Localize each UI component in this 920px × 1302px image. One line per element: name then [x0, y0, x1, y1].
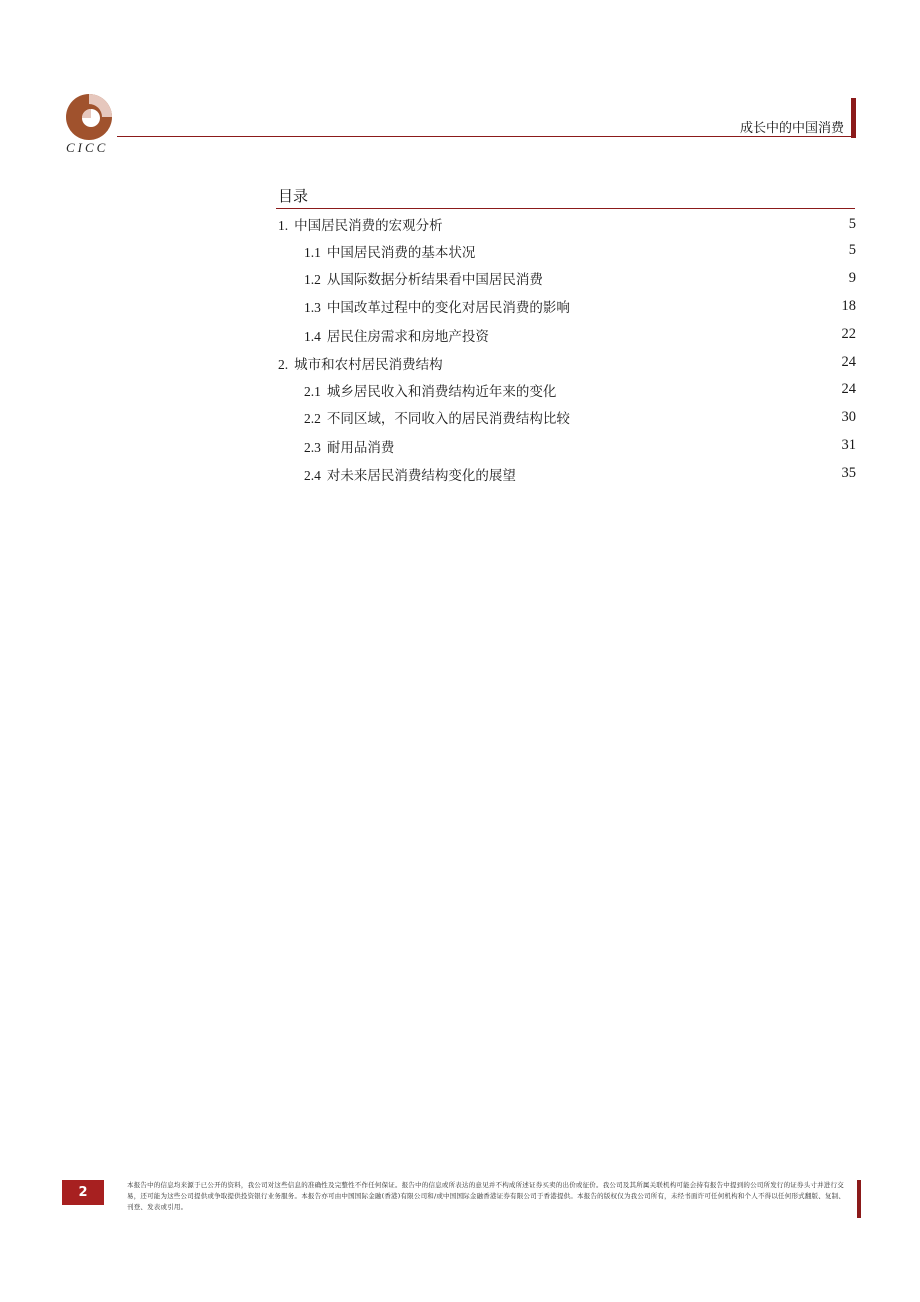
toc-entry-number: 2.2	[304, 411, 321, 426]
toc-entry-label: 中国居民消费的宏观分析	[294, 218, 443, 234]
toc-entry-label: 中国改革过程中的变化对居民消费的影响	[326, 300, 570, 316]
toc-entry[interactable]	[276, 292, 856, 320]
toc-entry-number: 1.1	[304, 244, 321, 260]
toc-entry-page: 24	[841, 354, 856, 370]
toc-entry[interactable]	[276, 211, 856, 237]
toc-entry-number: 1.3	[304, 300, 321, 315]
disclaimer-text: 本报告中的信息均来源于已公开的资料，我公司对这些信息的准确性及完整性不作任何保证。报告中的信息或所表达的意见并不构成所述证券买卖的出价或征价。我公司及其所属关联机构可能会持有报告中提到的公司所发行的证券头寸并进行交易，还可能为这些公司提供或争取提供投资银行业务服务。本报告亦可由中国国际金融(香港)有限公司和/或中国国际金融香港证券有限公司于香港提供。本报告的版权仅为我公司所有，未经书面许可任何机构和个人不得以任何形式翻版、复制、刊登、发表或引用。	[127, 1181, 846, 1211]
toc-entry-page: 5	[848, 215, 856, 232]
toc-entry-page: 22	[841, 326, 856, 342]
toc-entry[interactable]	[276, 237, 856, 264]
toc-entry-label: 从国际数据分析结果看中国居民消费	[326, 272, 543, 288]
toc-entry[interactable]	[276, 264, 856, 292]
toc-entry[interactable]	[276, 460, 856, 487]
footer-accent-bar	[857, 1180, 861, 1218]
toc-entry-page: 5	[848, 242, 856, 258]
toc-entry-title	[304, 268, 543, 288]
toc-entry-title	[304, 436, 394, 456]
toc-entry-number: 2.1	[304, 383, 321, 399]
toc-entry-page: 31	[841, 437, 856, 453]
toc-entry-number: 1.	[278, 218, 289, 233]
toc-entry-page: 30	[841, 408, 856, 425]
toc-entry-label: 中国居民消费的基本状况	[326, 244, 476, 261]
toc-entry-label: 城乡居民收入和消费结构近年来的变化	[326, 383, 557, 400]
toc-entry-title	[304, 407, 570, 427]
cicc-logo-icon	[64, 92, 114, 142]
toc-entry-page: 35	[841, 465, 856, 481]
toc-entry[interactable]	[276, 431, 856, 460]
toc-entry[interactable]	[276, 349, 856, 376]
toc-entry-title	[304, 241, 475, 261]
toc-entry-title	[304, 296, 570, 316]
logo-text: CICC	[66, 140, 109, 155]
toc-entry-title	[304, 325, 489, 345]
toc-entry[interactable]	[276, 403, 856, 431]
toc-entry-number: 1.4	[304, 328, 321, 344]
toc-entry-title	[304, 464, 516, 484]
toc-entry-number: 2.4	[304, 467, 321, 483]
toc-entry-number: 1.2	[304, 272, 321, 287]
header-rule	[117, 136, 854, 137]
toc-entry-label: 不同区域，不同收入的居民消费结构比较	[326, 411, 570, 427]
page-number-badge: 2	[62, 1180, 104, 1205]
toc-entry-label: 对未来居民消费结构变化的展望	[326, 467, 516, 484]
table-of-contents	[276, 211, 856, 487]
toc-entry[interactable]	[276, 320, 856, 349]
toc-entry-title	[278, 353, 443, 373]
header-accent-bar	[851, 98, 856, 138]
toc-entry-page: 18	[841, 297, 856, 314]
toc-entry-title	[278, 214, 443, 234]
toc-entry-number: 2.	[278, 356, 289, 372]
report-title: 成长中的中国消费	[739, 121, 844, 136]
toc-entry[interactable]	[276, 376, 856, 403]
toc-entry-label: 居民住房需求和房地产投资	[326, 328, 489, 345]
toc-rule	[276, 208, 855, 209]
toc-entry-page: 9	[848, 269, 856, 286]
toc-entry-number: 2.3	[304, 439, 321, 455]
toc-entry-title	[304, 380, 556, 400]
toc-entry-label: 城市和农村居民消费结构	[294, 356, 443, 373]
toc-entry-label: 耐用品消费	[326, 439, 395, 456]
toc-entry-page: 24	[841, 381, 856, 397]
toc-heading: 目录	[278, 187, 309, 205]
